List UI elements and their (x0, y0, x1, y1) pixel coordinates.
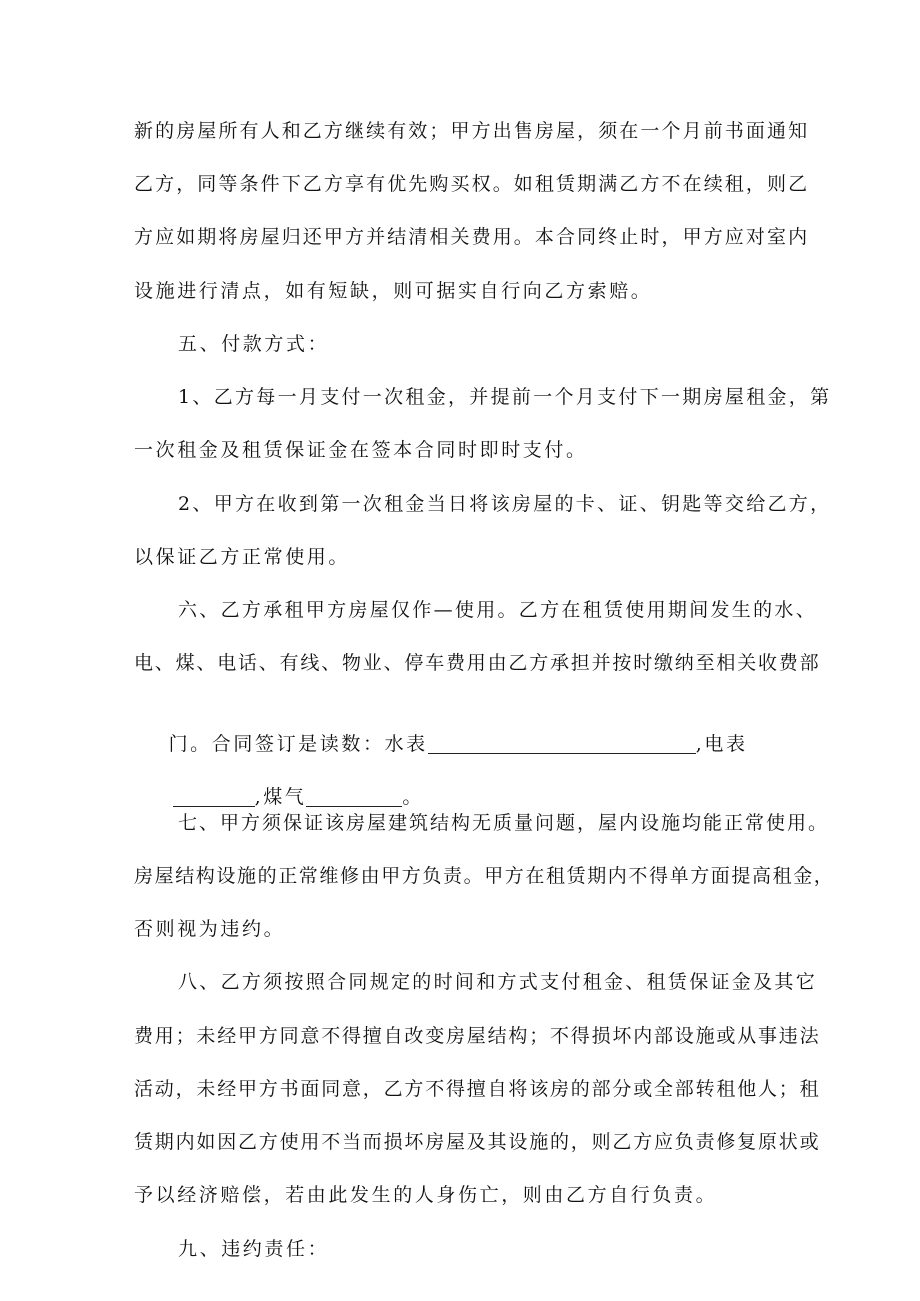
water-meter-blank (428, 733, 696, 754)
meter-readings-line (134, 702, 814, 755)
text-line: 六、乙方承租甲方房屋仅作—使用。乙方在租赁使用期间发生的水、 (178, 599, 818, 621)
text-line: 1、乙方每一月支付一次租金，并提前一个月支付下一期房屋租金，第 (178, 386, 832, 408)
section-heading: 九、违约责任： (178, 1238, 330, 1260)
period: 。 (402, 786, 425, 808)
electric-meter-blank (173, 786, 255, 807)
text-line: 设施进行清点，如有短缺，则可据实自行向乙方索赔。 (134, 280, 653, 302)
text-line: 一次租金及租赁保证金在签本合同时即时支付。 (134, 439, 588, 461)
text-line: 新的房屋所有人和乙方继续有效；甲方出售房屋，须在一个月前书面通知 (134, 120, 810, 142)
text-line: 以保证乙方正常使用。 (134, 546, 351, 568)
section-heading: 五、付款方式： (178, 333, 330, 355)
text-line: 八、乙方须按照合同规定的时间和方式支付租金、租赁保证金及其它 (178, 971, 818, 993)
text-line: 活动，未经甲方书面同意，乙方不得擅自将该房的部分或全部转租他人；租 (134, 1078, 821, 1100)
text-line: 房屋结构设施的正常维修由甲方负责。甲方在租赁期内不得单方面提高租金， (134, 865, 835, 887)
electric-meter-label: ,电表 (695, 733, 748, 755)
text-line: 费用；未经甲方同意不得擅自改变房屋结构；不得损坏内部设施或从事违法 (134, 1025, 821, 1047)
text-line: 予以经济赔偿，若由此发生的人身伤亡，则由乙方自行负责。 (134, 1184, 718, 1206)
gas-meter-label: ,煤气 (254, 786, 307, 808)
text-line: 电、煤、电话、有线、物业、停车费用由乙方承担并按时缴纳至相关收费部 (134, 652, 821, 674)
text-line: 2、甲方在收到第一次租金当日将该房屋的卡、证、钥匙等交给乙方， (178, 493, 832, 515)
text-line: 方应如期将房屋归还甲方并结清相关费用。本合同终止时，甲方应对室内 (134, 226, 810, 248)
text-line: 赁期内如因乙方使用不当而损坏房屋及其设施的，则乙方应负责修复原状或 (134, 1131, 821, 1153)
text-line: 乙方，同等条件下乙方享有优先购买权。如租赁期满乙方不在续租，则乙 (134, 173, 810, 195)
gas-meter-blank (306, 786, 402, 807)
meter-label: 门。合同签订是读数：水表 (168, 733, 428, 755)
text-line: 否则视为违约。 (134, 918, 286, 940)
text-line: 七、甲方须保证该房屋建筑结构无质量问题，屋内设施均能正常使用。 (178, 812, 830, 834)
meter-readings-line-2 (138, 755, 818, 808)
